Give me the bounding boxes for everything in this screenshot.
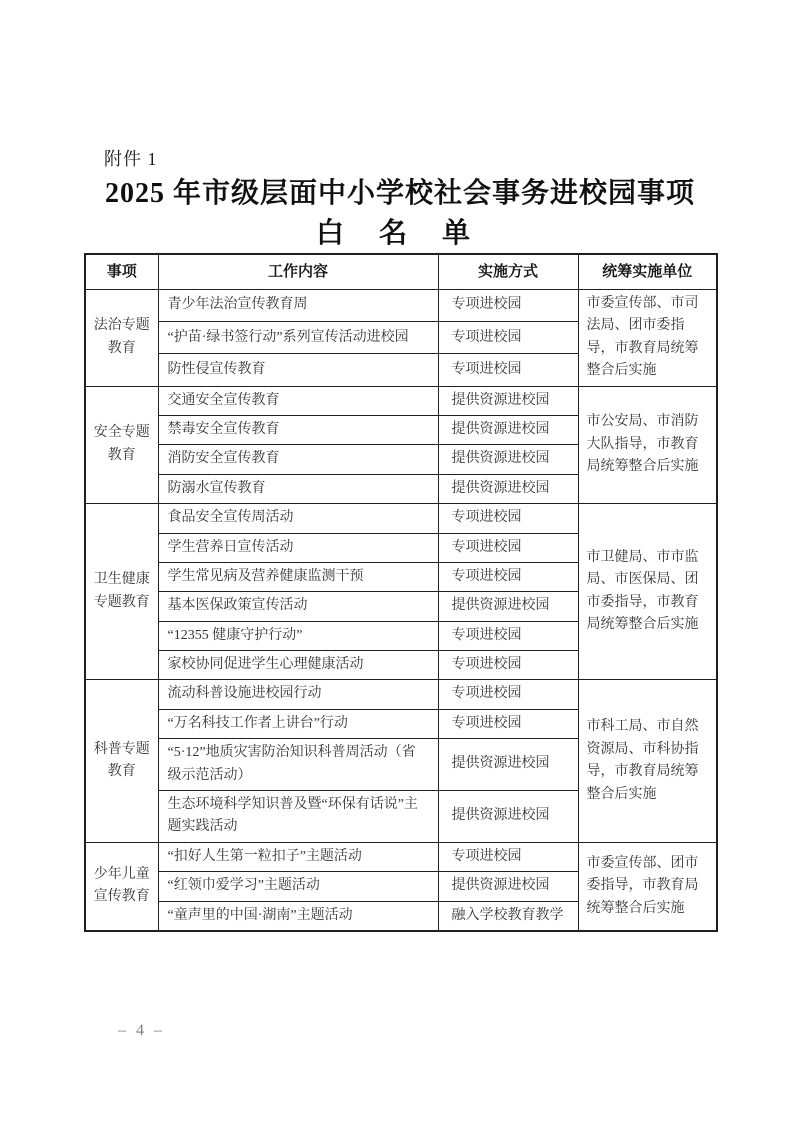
work-content-cell: 学生营养日宣传活动 <box>158 533 438 562</box>
method-cell: 专项进校园 <box>438 533 578 562</box>
work-content-cell: 基本医保政策宣传活动 <box>158 592 438 621</box>
method-cell: 提供资源进校园 <box>438 415 578 444</box>
method-cell: 专项进校园 <box>438 504 578 533</box>
work-content-cell: “万名科技工作者上讲台”行动 <box>158 709 438 738</box>
work-content-cell: 食品安全宣传周活动 <box>158 504 438 533</box>
method-cell: 专项进校园 <box>438 651 578 680</box>
work-content-cell: 青少年法治宣传教育周 <box>158 290 438 322</box>
table-row <box>85 504 717 533</box>
method-cell: 提供资源进校园 <box>438 445 578 474</box>
method-cell: 专项进校园 <box>438 680 578 709</box>
category-cell: 科普专题教育 <box>85 680 158 842</box>
table-row <box>85 386 717 415</box>
page-subtitle: 白 名 单 <box>315 218 484 249</box>
work-content-cell: 学生常见病及营养健康监测干预 <box>158 562 438 591</box>
method-cell: 提供资源进校园 <box>438 739 578 791</box>
table-row <box>85 680 717 709</box>
unit-cell: 市委宣传部、团市委指导，市教育局统筹整合后实施 <box>578 842 717 931</box>
header-method: 实施方式 <box>438 254 578 290</box>
method-cell: 融入学校教育教学 <box>438 901 578 931</box>
work-content-cell: “12355 健康守护行动” <box>158 621 438 650</box>
table-row <box>85 290 717 322</box>
method-cell: 专项进校园 <box>438 709 578 738</box>
method-cell: 专项进校园 <box>438 621 578 650</box>
work-content-cell: “童声里的中国·湖南”主题活动 <box>158 901 438 931</box>
table-body <box>85 290 717 931</box>
work-content-cell: 防溺水宣传教育 <box>158 474 438 503</box>
work-content-cell: “扣好人生第一粒扣子”主题活动 <box>158 842 438 871</box>
method-cell: 专项进校园 <box>438 322 578 354</box>
method-cell: 专项进校园 <box>438 290 578 322</box>
page-number: – 4 – <box>118 1022 165 1039</box>
method-cell: 专项进校园 <box>438 842 578 871</box>
work-content-cell: 家校协同促进学生心理健康活动 <box>158 651 438 680</box>
category-cell: 少年儿童宣传教育 <box>85 842 158 931</box>
method-cell: 专项进校园 <box>438 562 578 591</box>
category-cell: 卫生健康专题教育 <box>85 504 158 680</box>
whitelist-table-wrap <box>84 253 718 932</box>
work-content-cell: “5·12”地质灾害防治知识科普周活动（省级示范活动） <box>158 739 438 791</box>
work-content-cell: “红领巾爱学习”主题活动 <box>158 872 438 901</box>
work-content-cell: 消防安全宣传教育 <box>158 445 438 474</box>
table-row <box>85 842 717 871</box>
table-header-row <box>85 254 717 290</box>
method-cell: 提供资源进校园 <box>438 386 578 415</box>
unit-cell: 市科工局、市自然资源局、市科协指导，市教育局统筹整合后实施 <box>578 680 717 842</box>
method-cell: 提供资源进校园 <box>438 592 578 621</box>
work-content-cell: 交通安全宣传教育 <box>158 386 438 415</box>
method-cell: 专项进校园 <box>438 354 578 386</box>
unit-cell: 市委宣传部、市司法局、团市委指导，市教育局统筹整合后实施 <box>578 290 717 387</box>
header-category: 事项 <box>85 254 158 290</box>
work-content-cell: “护苗·绿书签行动”系列宣传活动进校园 <box>158 322 438 354</box>
method-cell: 提供资源进校园 <box>438 872 578 901</box>
work-content-cell: 禁毒安全宣传教育 <box>158 415 438 444</box>
unit-cell: 市卫健局、市市监局、市医保局、团市委指导，市教育局统筹整合后实施 <box>578 504 717 680</box>
category-cell: 安全专题教育 <box>85 386 158 504</box>
method-cell: 提供资源进校园 <box>438 474 578 503</box>
unit-cell: 市公安局、市消防大队指导，市教育局统筹整合后实施 <box>578 386 717 504</box>
whitelist-table <box>84 253 718 932</box>
header-work-content: 工作内容 <box>158 254 438 290</box>
category-cell: 法治专题教育 <box>85 290 158 387</box>
page-title: 2025 年市级层面中小学校社会事务进校园事项 <box>104 178 695 209</box>
header-unit: 统筹实施单位 <box>578 254 717 290</box>
work-content-cell: 生态环境科学知识普及暨“环保有话说”主题实践活动 <box>158 791 438 843</box>
method-cell: 提供资源进校园 <box>438 791 578 843</box>
work-content-cell: 防性侵宣传教育 <box>158 354 438 386</box>
attachment-label: 附件 1 <box>104 149 158 169</box>
work-content-cell: 流动科普设施进校园行动 <box>158 680 438 709</box>
